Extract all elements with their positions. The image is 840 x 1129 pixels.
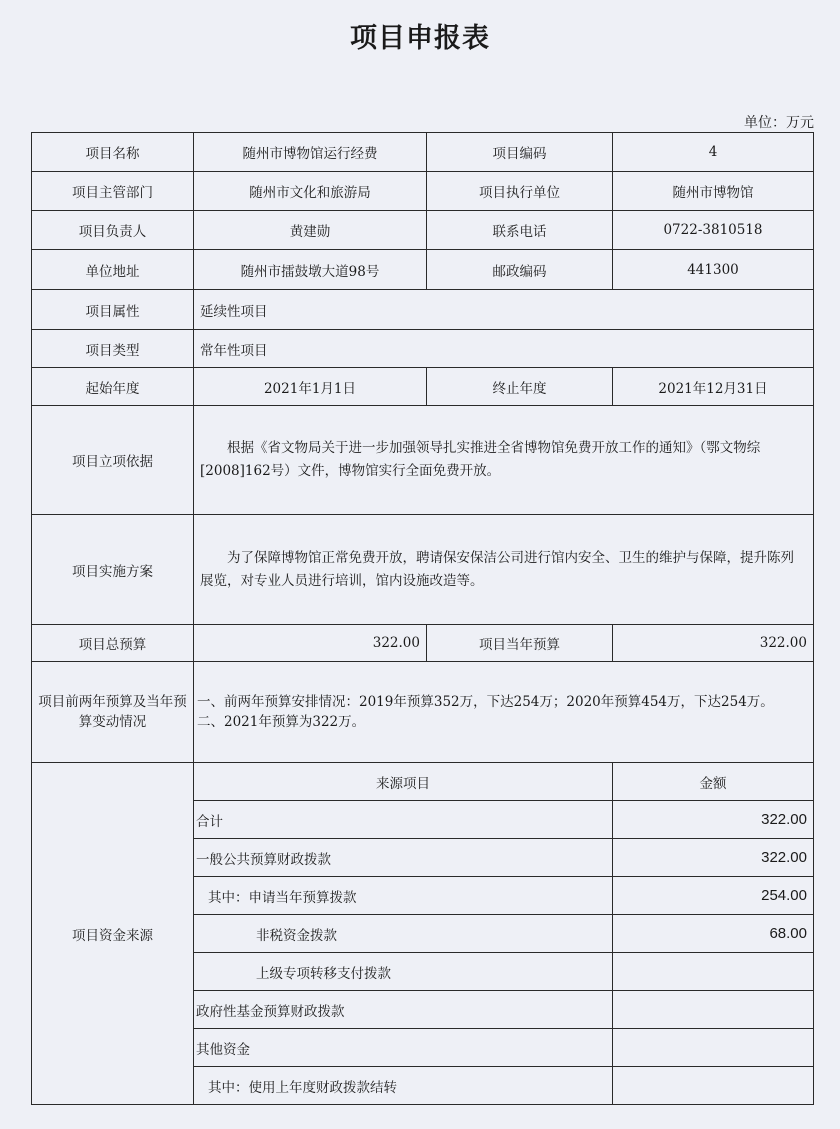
project-code-label: 项目编码 [427, 133, 613, 172]
history-line-2: 二、2021年预算为322万。 [197, 714, 366, 730]
row-address [32, 250, 814, 290]
row-type [32, 330, 814, 368]
funding-row-amount: 254.00 [613, 877, 814, 915]
row-period [32, 368, 814, 406]
budget-total-label: 项目总预算 [32, 625, 194, 662]
exec-unit-value: 随州市博物馆 [613, 172, 814, 211]
row-funding-header [32, 763, 814, 801]
start-label: 起始年度 [32, 368, 194, 406]
start-value: 2021年1月1日 [194, 368, 427, 406]
address-label: 单位地址 [32, 250, 194, 290]
basis-label: 项目立项依据 [32, 406, 194, 515]
row-leader [32, 211, 814, 250]
unit-label: 单位：万元 [744, 115, 814, 131]
history-label: 项目前两年预算及当年预算变动情况 [32, 662, 194, 763]
budget-total-value: 322.00 [194, 625, 427, 662]
budget-current-value: 322.00 [613, 625, 814, 662]
funding-row-amount [613, 1029, 814, 1067]
funding-row-name: 非税资金拨款 [194, 915, 613, 953]
basis-text: 根据《省文物局关于进一步加强领导扎实推进全省博物馆免费开放工作的通知》（鄂文物综[2008]162号）文件，博物馆实行全面免费开放。 [194, 406, 814, 515]
funding-header-amount: 金额 [613, 763, 814, 801]
funding-row-name: 其中：使用上年度财政拨款结转 [194, 1067, 613, 1105]
funding-row-amount: 322.00 [613, 801, 814, 839]
end-label: 终止年度 [427, 368, 613, 406]
funding-row-name: 其中：申请当年预算拨款 [194, 877, 613, 915]
project-name-label: 项目名称 [32, 133, 194, 172]
type-label: 项目类型 [32, 330, 194, 368]
postcode-label: 邮政编码 [427, 250, 613, 290]
funding-row-amount: 68.00 [613, 915, 814, 953]
funding-row-amount [613, 991, 814, 1029]
dept-value: 随州市文化和旅游局 [194, 172, 427, 211]
end-value: 2021年12月31日 [613, 368, 814, 406]
phone-value: 0722-3810518 [613, 211, 814, 250]
page-title: 项目申报表 [350, 23, 490, 54]
row-basis [32, 406, 814, 515]
row-attr [32, 290, 814, 330]
history-text [194, 662, 814, 763]
plan-text: 为了保障博物馆正常免费开放，聘请保安保洁公司进行馆内安全、卫生的维护与保障，提升陈列展览，对专业人员进行培训，馆内设施改造等。 [194, 515, 814, 625]
address-value: 随州市擂鼓墩大道98号 [194, 250, 427, 290]
history-line-1: 一、前两年预算安排情况：2019年预算352万，下达254万；2020年预算454万，下达254万。 [197, 694, 774, 710]
exec-unit-label: 项目执行单位 [427, 172, 613, 211]
funding-row-amount [613, 1067, 814, 1105]
funding-label: 项目资金来源 [32, 763, 194, 1105]
plan-label: 项目实施方案 [32, 515, 194, 625]
row-project-name [32, 133, 814, 172]
phone-label: 联系电话 [427, 211, 613, 250]
project-code-value: 4 [613, 133, 814, 172]
funding-row-name: 上级专项转移支付拨款 [194, 953, 613, 991]
attr-value: 延续性项目 [194, 290, 814, 330]
funding-row-amount [613, 953, 814, 991]
dept-label: 项目主管部门 [32, 172, 194, 211]
funding-row-name: 其他资金 [194, 1029, 613, 1067]
leader-value: 黄建勋 [194, 211, 427, 250]
row-history [32, 662, 814, 763]
attr-label: 项目属性 [32, 290, 194, 330]
postcode-value: 441300 [613, 250, 814, 290]
row-dept [32, 172, 814, 211]
type-value: 常年性项目 [194, 330, 814, 368]
funding-row-name: 政府性基金预算财政拨款 [194, 991, 613, 1029]
row-budget [32, 625, 814, 662]
budget-current-label: 项目当年预算 [427, 625, 613, 662]
funding-row-name: 一般公共预算财政拨款 [194, 839, 613, 877]
row-plan [32, 515, 814, 625]
funding-row-amount: 322.00 [613, 839, 814, 877]
leader-label: 项目负责人 [32, 211, 194, 250]
application-form-table [31, 132, 814, 1105]
funding-header-source: 来源项目 [194, 763, 613, 801]
funding-row-name: 合计 [194, 801, 613, 839]
project-name-value: 随州市博物馆运行经费 [194, 133, 427, 172]
